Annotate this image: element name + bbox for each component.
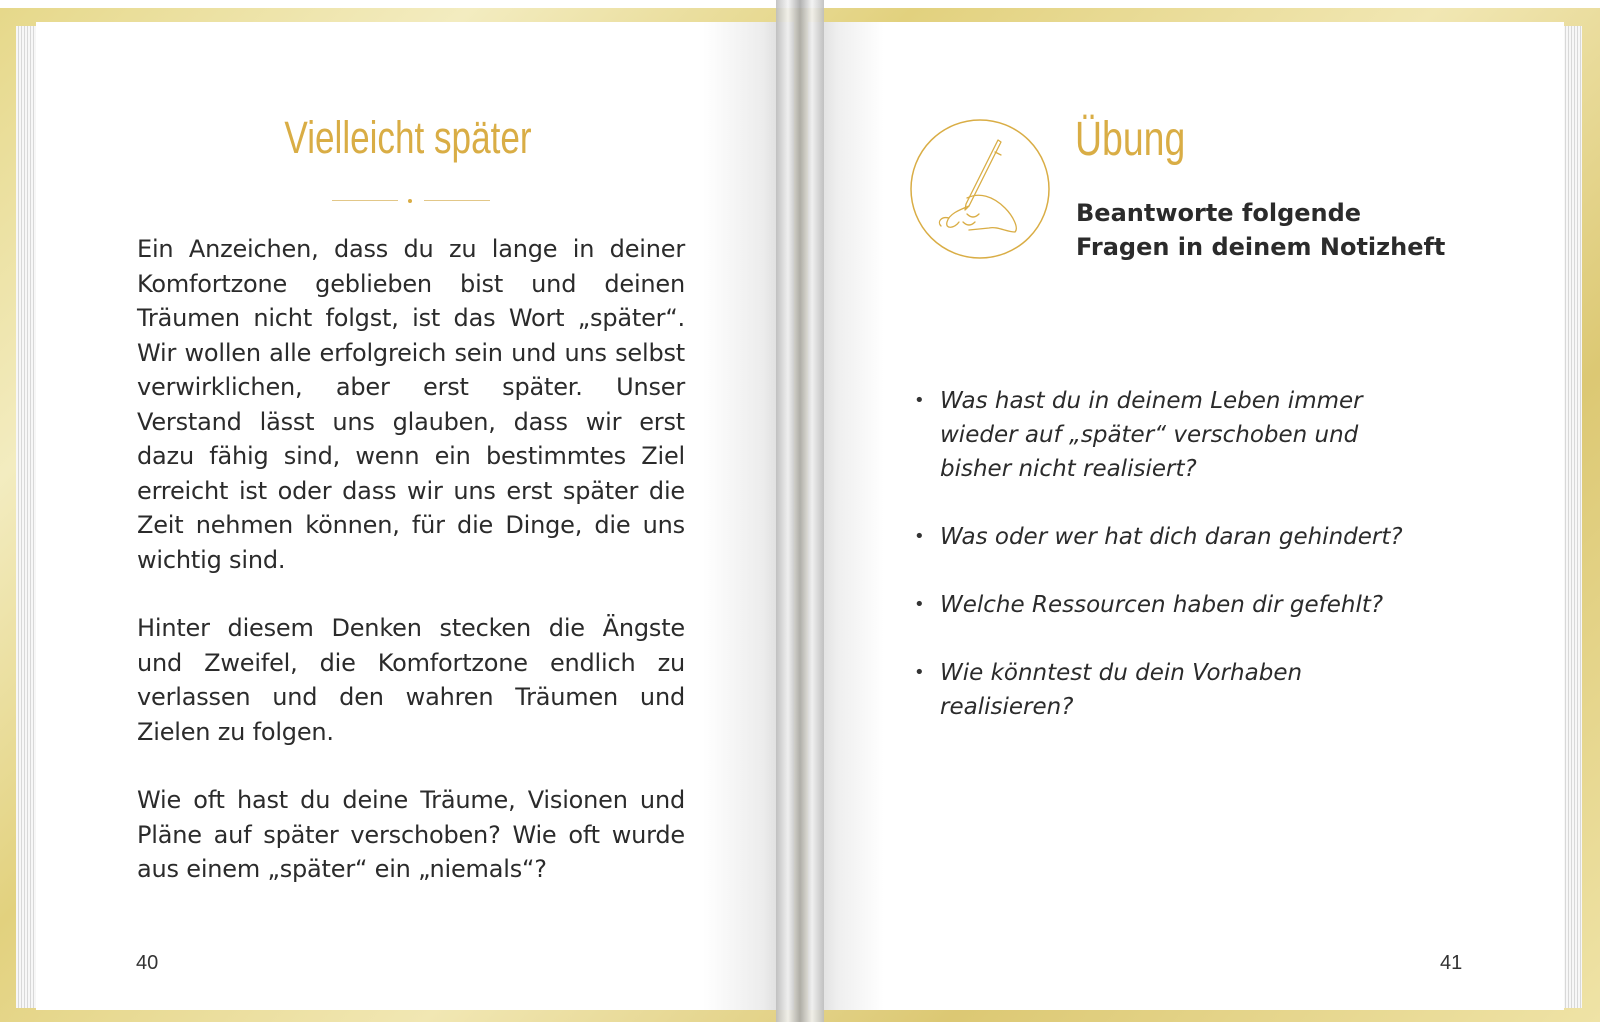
page-number-right: 41 [1440,952,1463,974]
paragraph: Wie oft hast du deine Träume, Visionen und Pläne auf später verschoben? Wie oft wurde aus einem „später“ ein „niemals“? [137,786,685,883]
hand-writing-pen-icon [909,118,1051,260]
page-edges-left [16,26,38,1008]
question-list [910,384,1430,758]
exercise-instruction: Beantworte folgende Fragen in deinem Notizheft [1076,199,1446,261]
book-spine [776,0,824,1022]
left-page-body [137,232,685,921]
list-item: • Was oder wer hat dich daran gehindert? [910,520,1430,554]
bullet-icon: • [914,594,925,615]
page-number-left: 40 [136,952,159,974]
left-page-title: Vielleicht später [284,112,532,163]
bullet-icon: • [914,662,925,683]
paragraph: Hinter diesem Denken stecken die Ängste und Zweifel, die Komfortzone endlich zu verlassen und den wahren Träumen und Zielen zu folgen. [137,614,685,746]
bullet-icon: • [914,390,925,411]
right-page-title: Übung [1075,113,1186,166]
list-item: • Was hast du in deinem Leben immer wieder auf „später“ verschoben und bisher nicht realisiert? [910,384,1430,486]
title-ornament [330,199,490,203]
paragraph: Ein Anzeichen, dass du zu lange in deiner Komfortzone geblieben bist und deinen Träumen nicht folgst, ist das Wort „später“. Wir wollen alle erfolgreich sein und uns selbst verwirklichen, aber erst später. Unser Verstand lässt uns glauben, dass wir erst dazu fähig sind, wenn ein bestimmtes Ziel erreicht ist oder dass wir uns erst später die Zeit nehmen können, für die Dinge, die uns wichtig sind. [137,235,685,574]
bullet-icon: • [914,526,925,547]
list-item: • Welche Ressourcen haben dir gefehlt? [910,588,1430,622]
list-item: • Wie könntest du dein Vorhaben realisieren? [910,656,1430,724]
